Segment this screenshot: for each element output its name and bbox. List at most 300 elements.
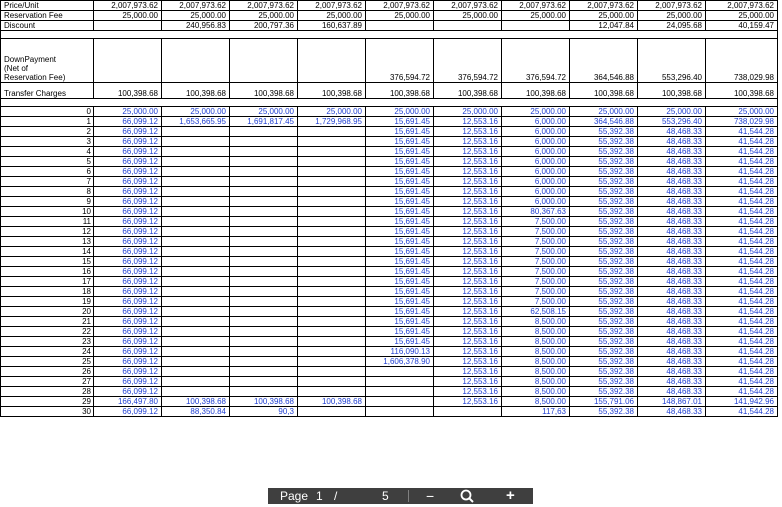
value-cell[interactable]: 41,544.28	[706, 257, 778, 267]
value-cell[interactable]: 8,500.00	[502, 327, 570, 337]
value-cell[interactable]: 41,544.28	[706, 147, 778, 157]
value-cell[interactable]: 15,691.45	[366, 317, 434, 327]
value-cell[interactable]: 100,398.68	[94, 83, 162, 99]
value-cell[interactable]: 41,544.28	[706, 267, 778, 277]
value-cell[interactable]: 100,398.68	[298, 83, 366, 99]
value-cell[interactable]	[230, 387, 298, 397]
value-cell[interactable]	[230, 247, 298, 257]
value-cell[interactable]: 41,544.28	[706, 387, 778, 397]
value-cell[interactable]: 66,099.12	[94, 327, 162, 337]
value-cell[interactable]: 41,544.28	[706, 177, 778, 187]
value-cell[interactable]: 25,000.00	[230, 107, 298, 117]
installment-number[interactable]: 23	[1, 337, 94, 347]
value-cell[interactable]	[162, 247, 230, 257]
value-cell[interactable]: 66,099.12	[94, 217, 162, 227]
value-cell[interactable]: 41,544.28	[706, 347, 778, 357]
value-cell[interactable]: 66,099.12	[94, 307, 162, 317]
value-cell[interactable]: 66,099.12	[94, 377, 162, 387]
value-cell[interactable]: 48,468.33	[638, 327, 706, 337]
value-cell[interactable]: 6,000.00	[502, 177, 570, 187]
value-cell[interactable]	[298, 227, 366, 237]
value-cell[interactable]: 100,398.68	[230, 397, 298, 407]
value-cell[interactable]: 15,691.45	[366, 337, 434, 347]
value-cell[interactable]: 66,099.12	[94, 237, 162, 247]
value-cell[interactable]: 15,691.45	[366, 187, 434, 197]
value-cell[interactable]	[230, 367, 298, 377]
value-cell[interactable]: 88,350.84	[162, 407, 230, 417]
value-cell[interactable]: 12,553.16	[434, 307, 502, 317]
value-cell[interactable]	[162, 217, 230, 227]
value-cell[interactable]	[298, 327, 366, 337]
value-cell[interactable]: 48,468.33	[638, 217, 706, 227]
value-cell[interactable]: 15,691.45	[366, 247, 434, 257]
value-cell[interactable]: 48,468.33	[638, 127, 706, 137]
value-cell[interactable]: 15,691.45	[366, 207, 434, 217]
value-cell[interactable]: 66,099.12	[94, 287, 162, 297]
value-cell[interactable]: 15,691.45	[366, 237, 434, 247]
value-cell[interactable]: 6,000.00	[502, 187, 570, 197]
value-cell[interactable]: 12,553.16	[434, 137, 502, 147]
value-cell[interactable]: 12,553.16	[434, 327, 502, 337]
value-cell[interactable]: 66,099.12	[94, 277, 162, 287]
value-cell[interactable]: 12,553.16	[434, 387, 502, 397]
value-cell[interactable]	[298, 177, 366, 187]
value-cell[interactable]: 100,398.68	[366, 83, 434, 99]
value-cell[interactable]	[230, 377, 298, 387]
value-cell[interactable]	[298, 167, 366, 177]
value-cell[interactable]: 55,392.38	[570, 367, 638, 377]
value-cell[interactable]: 48,468.33	[638, 167, 706, 177]
value-cell[interactable]	[162, 357, 230, 367]
value-cell[interactable]: 364,546.88	[570, 39, 638, 83]
value-cell[interactable]: 55,392.38	[570, 357, 638, 367]
value-cell[interactable]: 7,500.00	[502, 257, 570, 267]
value-cell[interactable]: 48,468.33	[638, 337, 706, 347]
value-cell[interactable]: 12,553.16	[434, 287, 502, 297]
value-cell[interactable]: 7,500.00	[502, 267, 570, 277]
value-cell[interactable]: 66,099.12	[94, 147, 162, 157]
value-cell[interactable]: 1,691,817.45	[230, 117, 298, 127]
value-cell[interactable]: 12,553.16	[434, 337, 502, 347]
value-cell[interactable]: 41,544.28	[706, 197, 778, 207]
value-cell[interactable]: 2,007,973.62	[366, 1, 434, 11]
value-cell[interactable]: 55,392.38	[570, 277, 638, 287]
value-cell[interactable]: 25,000.00	[502, 107, 570, 117]
value-cell[interactable]	[298, 147, 366, 157]
installment-number[interactable]: 4	[1, 147, 94, 157]
value-cell[interactable]: 66,099.12	[94, 257, 162, 267]
value-cell[interactable]: 15,691.45	[366, 127, 434, 137]
value-cell[interactable]: 25,000.00	[230, 11, 298, 21]
value-cell[interactable]: 48,468.33	[638, 317, 706, 327]
value-cell[interactable]: 6,000.00	[502, 127, 570, 137]
value-cell[interactable]: 25,000.00	[434, 11, 502, 21]
value-cell[interactable]	[366, 367, 434, 377]
value-cell[interactable]: 55,392.38	[570, 337, 638, 347]
value-cell[interactable]	[230, 307, 298, 317]
downpayment-label[interactable]	[1, 39, 94, 83]
value-cell[interactable]	[298, 287, 366, 297]
value-cell[interactable]	[162, 287, 230, 297]
value-cell[interactable]: 55,392.38	[570, 127, 638, 137]
value-cell[interactable]: 55,392.38	[570, 297, 638, 307]
value-cell[interactable]: 7,500.00	[502, 287, 570, 297]
value-cell[interactable]: 15,691.45	[366, 327, 434, 337]
value-cell[interactable]	[162, 227, 230, 237]
value-cell[interactable]: 25,000.00	[94, 107, 162, 117]
value-cell[interactable]: 55,392.38	[570, 267, 638, 277]
value-cell[interactable]	[162, 327, 230, 337]
value-cell[interactable]: 376,594.72	[434, 39, 502, 83]
installment-number[interactable]: 21	[1, 317, 94, 327]
value-cell[interactable]: 55,392.38	[570, 307, 638, 317]
value-cell[interactable]: 738,029.98	[706, 117, 778, 127]
value-cell[interactable]: 12,553.16	[434, 117, 502, 127]
value-cell[interactable]: 15,691.45	[366, 197, 434, 207]
installment-number[interactable]: 2	[1, 127, 94, 137]
value-cell[interactable]	[162, 337, 230, 347]
value-cell[interactable]: 55,392.38	[570, 317, 638, 327]
value-cell[interactable]	[162, 377, 230, 387]
installment-number[interactable]: 17	[1, 277, 94, 287]
value-cell[interactable]: 55,392.38	[570, 227, 638, 237]
value-cell[interactable]: 100,398.68	[298, 397, 366, 407]
value-cell[interactable]	[230, 207, 298, 217]
installment-number[interactable]: 22	[1, 327, 94, 337]
value-cell[interactable]	[230, 167, 298, 177]
magnifier-icon[interactable]	[460, 488, 474, 507]
value-cell[interactable]	[162, 207, 230, 217]
value-cell[interactable]: 48,468.33	[638, 407, 706, 417]
value-cell[interactable]: 8,500.00	[502, 387, 570, 397]
value-cell[interactable]: 41,544.28	[706, 187, 778, 197]
value-cell[interactable]: 12,553.16	[434, 247, 502, 257]
value-cell[interactable]: 48,468.33	[638, 307, 706, 317]
value-cell[interactable]	[94, 39, 162, 83]
value-cell[interactable]	[434, 21, 502, 31]
value-cell[interactable]: 41,544.28	[706, 247, 778, 257]
value-cell[interactable]	[230, 237, 298, 247]
value-cell[interactable]	[162, 317, 230, 327]
value-cell[interactable]: 12,553.16	[434, 317, 502, 327]
value-cell[interactable]	[230, 39, 298, 83]
value-cell[interactable]: 55,392.38	[570, 257, 638, 267]
value-cell[interactable]: 25,000.00	[570, 11, 638, 21]
value-cell[interactable]: 12,553.16	[434, 217, 502, 227]
value-cell[interactable]: 55,392.38	[570, 407, 638, 417]
value-cell[interactable]: 15,691.45	[366, 307, 434, 317]
value-cell[interactable]: 48,468.33	[638, 137, 706, 147]
row-label[interactable]: Discount	[1, 21, 94, 31]
value-cell[interactable]: 48,468.33	[638, 187, 706, 197]
value-cell[interactable]: 12,553.16	[434, 207, 502, 217]
value-cell[interactable]	[162, 267, 230, 277]
value-cell[interactable]: 12,553.16	[434, 297, 502, 307]
installment-number[interactable]: 28	[1, 387, 94, 397]
value-cell[interactable]: 25,000.00	[366, 11, 434, 21]
value-cell[interactable]: 48,468.33	[638, 157, 706, 167]
value-cell[interactable]	[298, 337, 366, 347]
value-cell[interactable]: 66,099.12	[94, 157, 162, 167]
value-cell[interactable]: 55,392.38	[570, 137, 638, 147]
value-cell[interactable]: 40,159.47	[706, 21, 778, 31]
value-cell[interactable]: 2,007,973.62	[162, 1, 230, 11]
value-cell[interactable]	[298, 307, 366, 317]
value-cell[interactable]: 41,544.28	[706, 337, 778, 347]
value-cell[interactable]: 100,398.68	[434, 83, 502, 99]
spacer-cell[interactable]	[1, 31, 778, 39]
value-cell[interactable]	[162, 137, 230, 147]
value-cell[interactable]	[502, 21, 570, 31]
value-cell[interactable]: 155,791.06	[570, 397, 638, 407]
installment-number[interactable]: 12	[1, 227, 94, 237]
value-cell[interactable]: 41,544.28	[706, 227, 778, 237]
value-cell[interactable]: 25,000.00	[366, 107, 434, 117]
value-cell[interactable]: 41,544.28	[706, 157, 778, 167]
value-cell[interactable]: 553,296.40	[638, 117, 706, 127]
installment-number[interactable]: 11	[1, 217, 94, 227]
value-cell[interactable]: 12,553.16	[434, 357, 502, 367]
value-cell[interactable]: 12,553.16	[434, 197, 502, 207]
value-cell[interactable]: 6,000.00	[502, 197, 570, 207]
value-cell[interactable]: 25,000.00	[570, 107, 638, 117]
value-cell[interactable]: 41,544.28	[706, 207, 778, 217]
value-cell[interactable]: 15,691.45	[366, 217, 434, 227]
value-cell[interactable]: 25,000.00	[298, 107, 366, 117]
value-cell[interactable]	[298, 217, 366, 227]
value-cell[interactable]	[298, 187, 366, 197]
value-cell[interactable]	[230, 357, 298, 367]
value-cell[interactable]	[298, 257, 366, 267]
value-cell[interactable]	[230, 227, 298, 237]
value-cell[interactable]: 48,468.33	[638, 257, 706, 267]
value-cell[interactable]: 12,553.16	[434, 237, 502, 247]
value-cell[interactable]: 66,099.12	[94, 207, 162, 217]
value-cell[interactable]: 376,594.72	[366, 39, 434, 83]
value-cell[interactable]: 41,544.28	[706, 167, 778, 177]
value-cell[interactable]: 55,392.38	[570, 177, 638, 187]
value-cell[interactable]	[162, 237, 230, 247]
installment-number[interactable]: 16	[1, 267, 94, 277]
value-cell[interactable]: 8,500.00	[502, 377, 570, 387]
installment-number[interactable]: 20	[1, 307, 94, 317]
value-cell[interactable]: 41,544.28	[706, 367, 778, 377]
value-cell[interactable]	[230, 127, 298, 137]
installment-number[interactable]: 10	[1, 207, 94, 217]
value-cell[interactable]: 48,468.33	[638, 277, 706, 287]
value-cell[interactable]: 66,099.12	[94, 367, 162, 377]
value-cell[interactable]: 7,500.00	[502, 297, 570, 307]
value-cell[interactable]: 66,099.12	[94, 127, 162, 137]
value-cell[interactable]: 66,099.12	[94, 167, 162, 177]
value-cell[interactable]	[298, 387, 366, 397]
value-cell[interactable]: 2,007,973.62	[570, 1, 638, 11]
value-cell[interactable]: 55,392.38	[570, 147, 638, 157]
value-cell[interactable]	[230, 137, 298, 147]
value-cell[interactable]	[230, 297, 298, 307]
value-cell[interactable]: 8,500.00	[502, 337, 570, 347]
value-cell[interactable]: 41,544.28	[706, 377, 778, 387]
value-cell[interactable]	[162, 297, 230, 307]
value-cell[interactable]: 66,099.12	[94, 247, 162, 257]
value-cell[interactable]: 55,392.38	[570, 217, 638, 227]
value-cell[interactable]: 364,546.88	[570, 117, 638, 127]
value-cell[interactable]: 12,553.16	[434, 187, 502, 197]
value-cell[interactable]: 12,553.16	[434, 267, 502, 277]
value-cell[interactable]: 25,000.00	[94, 11, 162, 21]
value-cell[interactable]: 41,544.28	[706, 327, 778, 337]
value-cell[interactable]	[298, 39, 366, 83]
value-cell[interactable]	[298, 267, 366, 277]
value-cell[interactable]: 12,553.16	[434, 157, 502, 167]
value-cell[interactable]: 12,553.16	[434, 377, 502, 387]
installment-number[interactable]: 9	[1, 197, 94, 207]
value-cell[interactable]: 1,729,968.95	[298, 117, 366, 127]
value-cell[interactable]: 48,468.33	[638, 197, 706, 207]
value-cell[interactable]: 55,392.38	[570, 167, 638, 177]
value-cell[interactable]	[162, 157, 230, 167]
value-cell[interactable]	[162, 197, 230, 207]
value-cell[interactable]: 48,468.33	[638, 267, 706, 277]
value-cell[interactable]: 41,544.28	[706, 217, 778, 227]
value-cell[interactable]	[230, 157, 298, 167]
value-cell[interactable]: 376,594.72	[502, 39, 570, 83]
row-label[interactable]: Transfer Charges	[1, 83, 94, 99]
value-cell[interactable]: 48,468.33	[638, 247, 706, 257]
value-cell[interactable]: 48,468.33	[638, 177, 706, 187]
installment-number[interactable]: 14	[1, 247, 94, 257]
value-cell[interactable]: 7,500.00	[502, 247, 570, 257]
value-cell[interactable]: 41,544.28	[706, 127, 778, 137]
value-cell[interactable]: 48,468.33	[638, 287, 706, 297]
value-cell[interactable]: 240,956.83	[162, 21, 230, 31]
value-cell[interactable]: 2,007,973.62	[502, 1, 570, 11]
value-cell[interactable]: 15,691.45	[366, 287, 434, 297]
value-cell[interactable]: 8,500.00	[502, 397, 570, 407]
spacer-cell[interactable]	[1, 99, 778, 107]
value-cell[interactable]: 25,000.00	[434, 107, 502, 117]
value-cell[interactable]: 2,007,973.62	[230, 1, 298, 11]
value-cell[interactable]: 66,099.12	[94, 357, 162, 367]
value-cell[interactable]: 66,099.12	[94, 117, 162, 127]
value-cell[interactable]: 141,942.96	[706, 397, 778, 407]
value-cell[interactable]	[162, 177, 230, 187]
value-cell[interactable]	[298, 197, 366, 207]
value-cell[interactable]: 66,099.12	[94, 297, 162, 307]
value-cell[interactable]	[230, 177, 298, 187]
value-cell[interactable]	[298, 357, 366, 367]
row-label[interactable]: Reservation Fee	[1, 11, 94, 21]
value-cell[interactable]: 2,007,973.62	[298, 1, 366, 11]
value-cell[interactable]	[230, 287, 298, 297]
value-cell[interactable]: 12,553.16	[434, 227, 502, 237]
value-cell[interactable]: 100,398.68	[502, 83, 570, 99]
value-cell[interactable]: 12,553.16	[434, 367, 502, 377]
value-cell[interactable]: 66,099.12	[94, 317, 162, 327]
value-cell[interactable]: 48,468.33	[638, 347, 706, 357]
value-cell[interactable]: 24,095.68	[638, 21, 706, 31]
value-cell[interactable]: 12,553.16	[434, 257, 502, 267]
value-cell[interactable]: 41,544.28	[706, 137, 778, 147]
value-cell[interactable]: 12,553.16	[434, 167, 502, 177]
value-cell[interactable]: 100,398.68	[230, 83, 298, 99]
value-cell[interactable]: 7,500.00	[502, 237, 570, 247]
value-cell[interactable]: 66,099.12	[94, 387, 162, 397]
value-cell[interactable]: 15,691.45	[366, 117, 434, 127]
installment-number[interactable]: 19	[1, 297, 94, 307]
value-cell[interactable]: 117,63	[502, 407, 570, 417]
installment-number[interactable]: 25	[1, 357, 94, 367]
value-cell[interactable]	[298, 157, 366, 167]
value-cell[interactable]: 48,468.33	[638, 147, 706, 157]
value-cell[interactable]: 738,029.98	[706, 39, 778, 83]
value-cell[interactable]: 553,296.40	[638, 39, 706, 83]
value-cell[interactable]	[230, 187, 298, 197]
value-cell[interactable]: 55,392.38	[570, 387, 638, 397]
value-cell[interactable]: 15,691.45	[366, 227, 434, 237]
value-cell[interactable]: 66,099.12	[94, 177, 162, 187]
value-cell[interactable]: 12,553.16	[434, 397, 502, 407]
value-cell[interactable]	[162, 147, 230, 157]
value-cell[interactable]	[298, 127, 366, 137]
value-cell[interactable]: 66,099.12	[94, 407, 162, 417]
value-cell[interactable]	[434, 407, 502, 417]
value-cell[interactable]	[230, 257, 298, 267]
value-cell[interactable]: 41,544.28	[706, 277, 778, 287]
value-cell[interactable]: 8,500.00	[502, 347, 570, 357]
value-cell[interactable]: 48,468.33	[638, 357, 706, 367]
value-cell[interactable]: 25,000.00	[162, 107, 230, 117]
value-cell[interactable]: 100,398.68	[162, 83, 230, 99]
value-cell[interactable]	[298, 277, 366, 287]
value-cell[interactable]	[162, 257, 230, 267]
value-cell[interactable]	[230, 197, 298, 207]
value-cell[interactable]: 100,398.68	[706, 83, 778, 99]
value-cell[interactable]: 15,691.45	[366, 257, 434, 267]
value-cell[interactable]: 1,606,378.90	[366, 357, 434, 367]
value-cell[interactable]: 66,099.12	[94, 347, 162, 357]
value-cell[interactable]	[230, 217, 298, 227]
value-cell[interactable]: 15,691.45	[366, 267, 434, 277]
value-cell[interactable]	[298, 207, 366, 217]
zoom-out-button[interactable]: −	[426, 488, 435, 504]
value-cell[interactable]	[298, 377, 366, 387]
installment-number[interactable]: 7	[1, 177, 94, 187]
value-cell[interactable]: 41,544.28	[706, 357, 778, 367]
value-cell[interactable]	[366, 377, 434, 387]
value-cell[interactable]	[298, 247, 366, 257]
value-cell[interactable]: 12,553.16	[434, 277, 502, 287]
value-cell[interactable]: 160,637.89	[298, 21, 366, 31]
value-cell[interactable]	[298, 347, 366, 357]
value-cell[interactable]: 41,544.28	[706, 307, 778, 317]
value-cell[interactable]: 148,867.01	[638, 397, 706, 407]
value-cell[interactable]	[230, 267, 298, 277]
value-cell[interactable]: 100,398.68	[570, 83, 638, 99]
installment-number[interactable]: 15	[1, 257, 94, 267]
value-cell[interactable]: 200,797.36	[230, 21, 298, 31]
value-cell[interactable]: 48,468.33	[638, 237, 706, 247]
value-cell[interactable]: 116,090.13	[366, 347, 434, 357]
installment-number[interactable]: 8	[1, 187, 94, 197]
value-cell[interactable]: 6,000.00	[502, 157, 570, 167]
value-cell[interactable]	[366, 397, 434, 407]
installment-number[interactable]: 0	[1, 107, 94, 117]
value-cell[interactable]: 48,468.33	[638, 387, 706, 397]
installment-number[interactable]: 30	[1, 407, 94, 417]
value-cell[interactable]: 55,392.38	[570, 247, 638, 257]
value-cell[interactable]: 15,691.45	[366, 167, 434, 177]
